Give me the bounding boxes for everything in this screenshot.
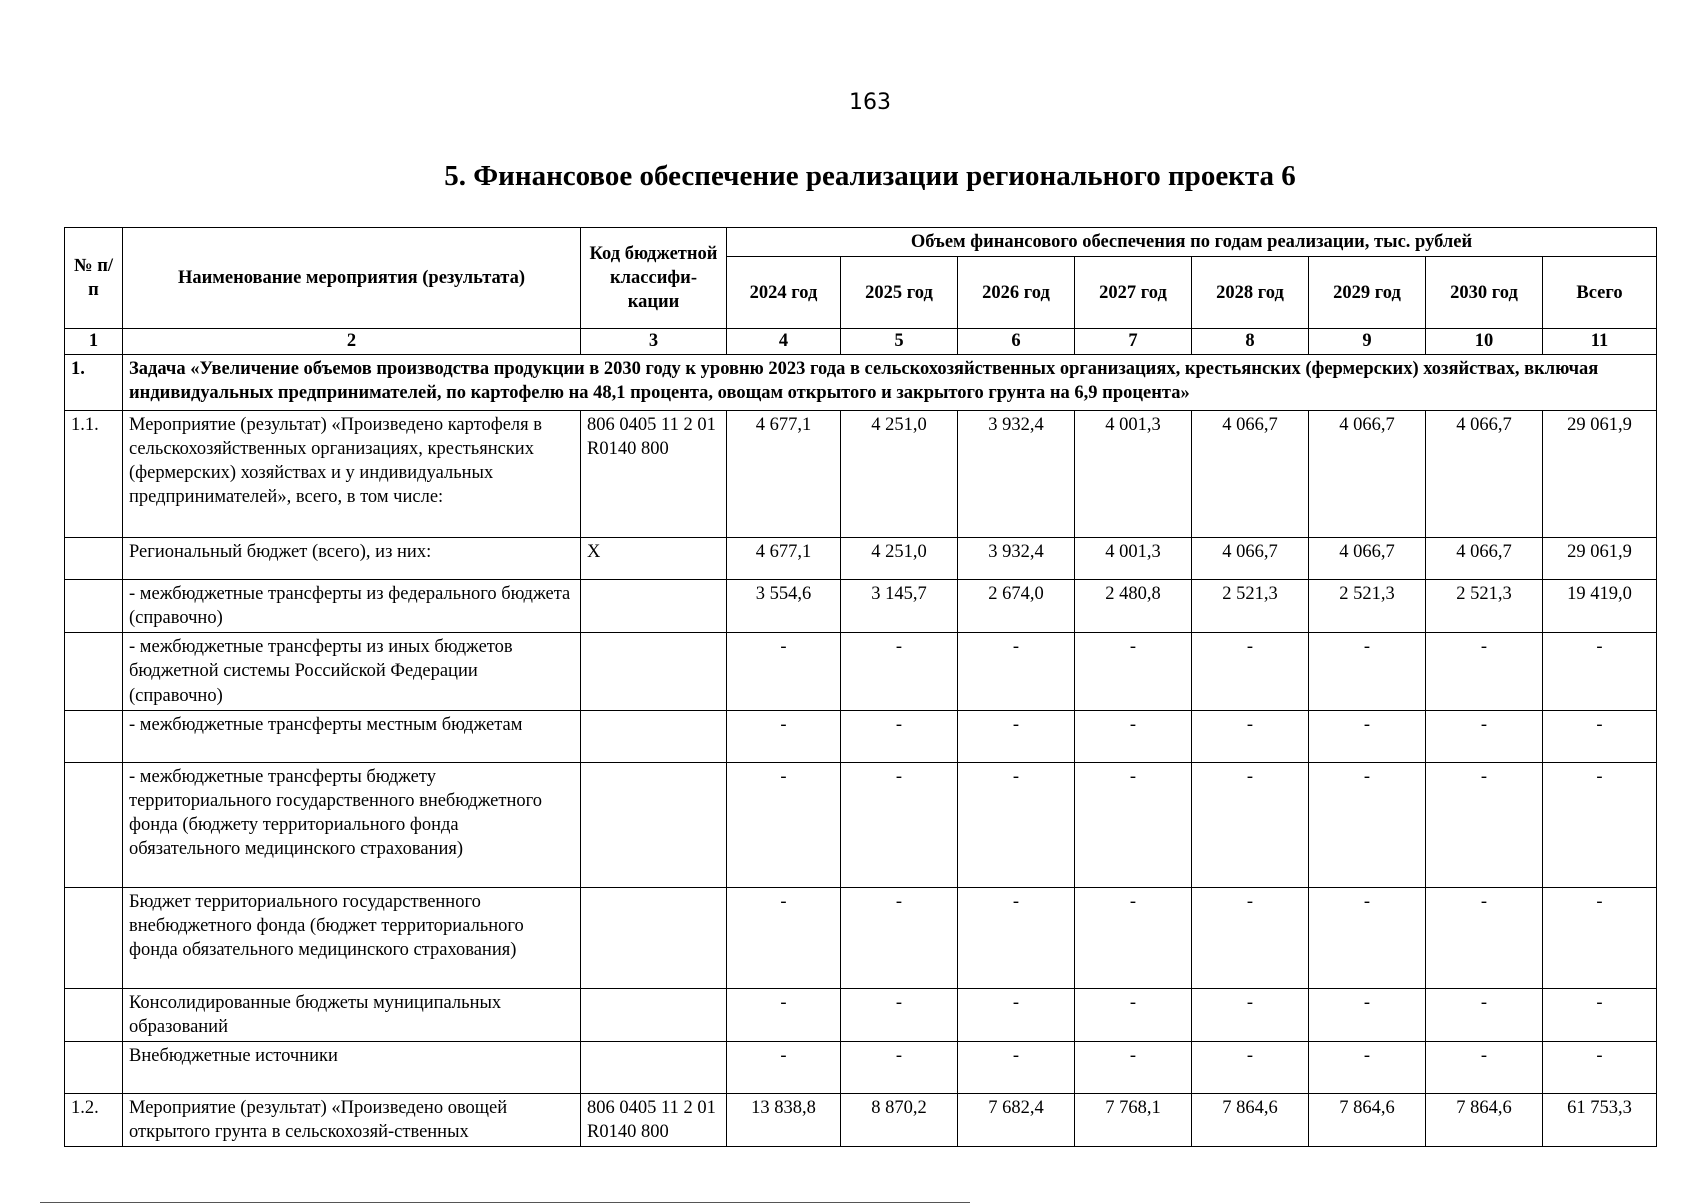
row-value: - bbox=[1543, 988, 1657, 1041]
header-code: Код бюджетной классифи-кации bbox=[581, 228, 727, 329]
header-year: 2030 год bbox=[1426, 257, 1543, 329]
table-row bbox=[65, 411, 1657, 538]
header-year: 2028 год bbox=[1192, 257, 1309, 329]
row-value: - bbox=[958, 633, 1075, 710]
row-value: - bbox=[841, 887, 958, 988]
row-value: - bbox=[958, 1041, 1075, 1093]
row-value: 61 753,3 bbox=[1543, 1093, 1657, 1146]
row-value: - bbox=[1192, 988, 1309, 1041]
row-code bbox=[581, 633, 727, 710]
row-value: 7 864,6 bbox=[1309, 1093, 1426, 1146]
row-value: - bbox=[1075, 988, 1192, 1041]
row-num bbox=[65, 887, 123, 988]
row-value: - bbox=[1309, 887, 1426, 988]
header-year: 2029 год bbox=[1309, 257, 1426, 329]
header-year: 2026 год bbox=[958, 257, 1075, 329]
header-name: Наименование мероприятия (результата) bbox=[123, 228, 581, 329]
table-row bbox=[65, 988, 1657, 1041]
row-value: 19 419,0 bbox=[1543, 580, 1657, 633]
column-number: 10 bbox=[1426, 329, 1543, 355]
row-value: - bbox=[1192, 1041, 1309, 1093]
financing-table bbox=[64, 227, 1657, 1147]
task-num: 1. bbox=[65, 355, 123, 411]
row-value: 4 251,0 bbox=[841, 538, 958, 580]
row-value: - bbox=[1075, 710, 1192, 762]
header-total: Всего bbox=[1543, 257, 1657, 329]
row-value: - bbox=[841, 710, 958, 762]
row-value: 4 066,7 bbox=[1192, 411, 1309, 538]
table-row bbox=[65, 1093, 1657, 1146]
row-value: - bbox=[1543, 887, 1657, 988]
row-name: Региональный бюджет (всего), из них: bbox=[123, 538, 581, 580]
row-name: - межбюджетные трансферты из федерального бюджета (справочно) bbox=[123, 580, 581, 633]
row-name: - межбюджетные трансферты местным бюджетам bbox=[123, 710, 581, 762]
header-year: 2025 год bbox=[841, 257, 958, 329]
row-value: - bbox=[1075, 1041, 1192, 1093]
table-row bbox=[65, 580, 1657, 633]
row-value: - bbox=[841, 633, 958, 710]
row-value: - bbox=[1309, 988, 1426, 1041]
row-value: - bbox=[1075, 762, 1192, 887]
row-value: 13 838,8 bbox=[727, 1093, 841, 1146]
row-value: 7 682,4 bbox=[958, 1093, 1075, 1146]
row-name: - межбюджетные трансферты из иных бюджетов бюджетной системы Российской Федерации (справочно) bbox=[123, 633, 581, 710]
row-value: - bbox=[958, 762, 1075, 887]
row-value: - bbox=[1192, 762, 1309, 887]
row-value: 3 145,7 bbox=[841, 580, 958, 633]
column-number: 8 bbox=[1192, 329, 1309, 355]
row-num bbox=[65, 538, 123, 580]
row-value: - bbox=[1543, 710, 1657, 762]
task-text: Задача «Увеличение объемов производства продукции в 2030 году к уровню 2023 года в сельскохозяйственных организациях, крестьянских (фермерских) хозяйствах, включая индивидуальных предпринимателей, по картофелю на 48,1 процента, овощам открытого и закрытого грунта на 6,9 процента» bbox=[123, 355, 1657, 411]
row-value: - bbox=[841, 762, 958, 887]
row-value: 7 768,1 bbox=[1075, 1093, 1192, 1146]
row-value: 4 066,7 bbox=[1426, 411, 1543, 538]
row-value: 7 864,6 bbox=[1192, 1093, 1309, 1146]
row-value: - bbox=[841, 1041, 958, 1093]
page-number: 163 bbox=[849, 90, 891, 115]
row-code bbox=[581, 710, 727, 762]
header-year: 2027 год bbox=[1075, 257, 1192, 329]
row-name: Мероприятие (результат) «Произведено овощей открытого грунта в сельскохозяй-ственных bbox=[123, 1093, 581, 1146]
column-number: 3 bbox=[581, 329, 727, 355]
row-value: - bbox=[1426, 633, 1543, 710]
row-value: - bbox=[958, 988, 1075, 1041]
column-number: 6 bbox=[958, 329, 1075, 355]
row-value: 4 066,7 bbox=[1192, 538, 1309, 580]
row-value: - bbox=[1075, 633, 1192, 710]
row-num bbox=[65, 1041, 123, 1093]
section-title: 5. Финансовое обеспечение реализации регионального проекта 6 bbox=[444, 160, 1296, 192]
row-value: 2 480,8 bbox=[1075, 580, 1192, 633]
row-value: - bbox=[727, 762, 841, 887]
column-number: 11 bbox=[1543, 329, 1657, 355]
row-value: - bbox=[1192, 633, 1309, 710]
row-value: 4 066,7 bbox=[1426, 538, 1543, 580]
row-value: - bbox=[1543, 762, 1657, 887]
row-value: 29 061,9 bbox=[1543, 538, 1657, 580]
row-value: - bbox=[727, 710, 841, 762]
row-code: 806 0405 11 2 01 R0140 800 bbox=[581, 411, 727, 538]
row-value: - bbox=[841, 988, 958, 1041]
row-code bbox=[581, 887, 727, 988]
row-value: 4 001,3 bbox=[1075, 538, 1192, 580]
row-value: - bbox=[1309, 633, 1426, 710]
row-code bbox=[581, 762, 727, 887]
row-num: 1.1. bbox=[65, 411, 123, 538]
row-value: - bbox=[1426, 1041, 1543, 1093]
row-value: 3 932,4 bbox=[958, 538, 1075, 580]
row-value: 7 864,6 bbox=[1426, 1093, 1543, 1146]
row-value: - bbox=[727, 633, 841, 710]
row-value: 8 870,2 bbox=[841, 1093, 958, 1146]
table-row bbox=[65, 710, 1657, 762]
header-num: № п/п bbox=[65, 228, 123, 329]
row-num bbox=[65, 580, 123, 633]
row-code: 806 0405 11 2 01 R0140 800 bbox=[581, 1093, 727, 1146]
row-code bbox=[581, 988, 727, 1041]
row-value: 4 251,0 bbox=[841, 411, 958, 538]
row-value: - bbox=[1309, 762, 1426, 887]
column-number: 7 bbox=[1075, 329, 1192, 355]
row-name: Внебюджетные источники bbox=[123, 1041, 581, 1093]
row-value: 4 066,7 bbox=[1309, 411, 1426, 538]
row-value: 2 521,3 bbox=[1426, 580, 1543, 633]
task-row bbox=[65, 355, 1657, 411]
row-value: 4 066,7 bbox=[1309, 538, 1426, 580]
row-value: - bbox=[1426, 887, 1543, 988]
row-value: 3 932,4 bbox=[958, 411, 1075, 538]
row-value: - bbox=[1192, 887, 1309, 988]
row-num bbox=[65, 988, 123, 1041]
table-row bbox=[65, 1041, 1657, 1093]
row-value: - bbox=[1309, 710, 1426, 762]
row-value: - bbox=[727, 1041, 841, 1093]
row-num bbox=[65, 710, 123, 762]
row-value: - bbox=[1543, 633, 1657, 710]
column-number: 9 bbox=[1309, 329, 1426, 355]
row-value: - bbox=[1543, 1041, 1657, 1093]
row-value: 3 554,6 bbox=[727, 580, 841, 633]
row-name: Мероприятие (результат) «Произведено картофеля в сельскохозяйственных организациях, крестьянских (фермерских) хозяйствах и у индивидуальных предпринимателей», всего, в том числе: bbox=[123, 411, 581, 538]
column-number: 1 bbox=[65, 329, 123, 355]
column-number-row bbox=[65, 329, 1657, 355]
row-name: - межбюджетные трансферты бюджету территориального государственного внебюджетного фонда (бюджету территориального фонда обязательного медицинского страхования) bbox=[123, 762, 581, 887]
column-number: 4 bbox=[727, 329, 841, 355]
row-value: 2 521,3 bbox=[1192, 580, 1309, 633]
table-row bbox=[65, 538, 1657, 580]
header-year: 2024 год bbox=[727, 257, 841, 329]
row-value: 4 001,3 bbox=[1075, 411, 1192, 538]
row-value: - bbox=[1426, 710, 1543, 762]
header-volume: Объем финансового обеспечения по годам реализации, тыс. рублей bbox=[727, 228, 1657, 257]
row-code: X bbox=[581, 538, 727, 580]
row-name: Консолидированные бюджеты муниципальных образований bbox=[123, 988, 581, 1041]
row-value: - bbox=[1426, 762, 1543, 887]
table-row bbox=[65, 762, 1657, 887]
row-value: 2 674,0 bbox=[958, 580, 1075, 633]
row-value: 4 677,1 bbox=[727, 411, 841, 538]
table-row bbox=[65, 887, 1657, 988]
row-value: - bbox=[1309, 1041, 1426, 1093]
row-num bbox=[65, 633, 123, 710]
row-num bbox=[65, 762, 123, 887]
row-value: 2 521,3 bbox=[1309, 580, 1426, 633]
row-value: - bbox=[1426, 988, 1543, 1041]
column-number: 5 bbox=[841, 329, 958, 355]
table-row bbox=[65, 633, 1657, 710]
row-name: Бюджет территориального государственного внебюджетного фонда (бюджет территориального фонда обязательного медицинского страхования) bbox=[123, 887, 581, 988]
row-value: - bbox=[958, 887, 1075, 988]
row-value: - bbox=[1192, 710, 1309, 762]
row-value: 4 677,1 bbox=[727, 538, 841, 580]
row-value: - bbox=[1075, 887, 1192, 988]
row-value: - bbox=[727, 988, 841, 1041]
column-number: 2 bbox=[123, 329, 581, 355]
row-code bbox=[581, 580, 727, 633]
row-code bbox=[581, 1041, 727, 1093]
row-num: 1.2. bbox=[65, 1093, 123, 1146]
row-value: - bbox=[958, 710, 1075, 762]
row-value: 29 061,9 bbox=[1543, 411, 1657, 538]
row-value: - bbox=[727, 887, 841, 988]
